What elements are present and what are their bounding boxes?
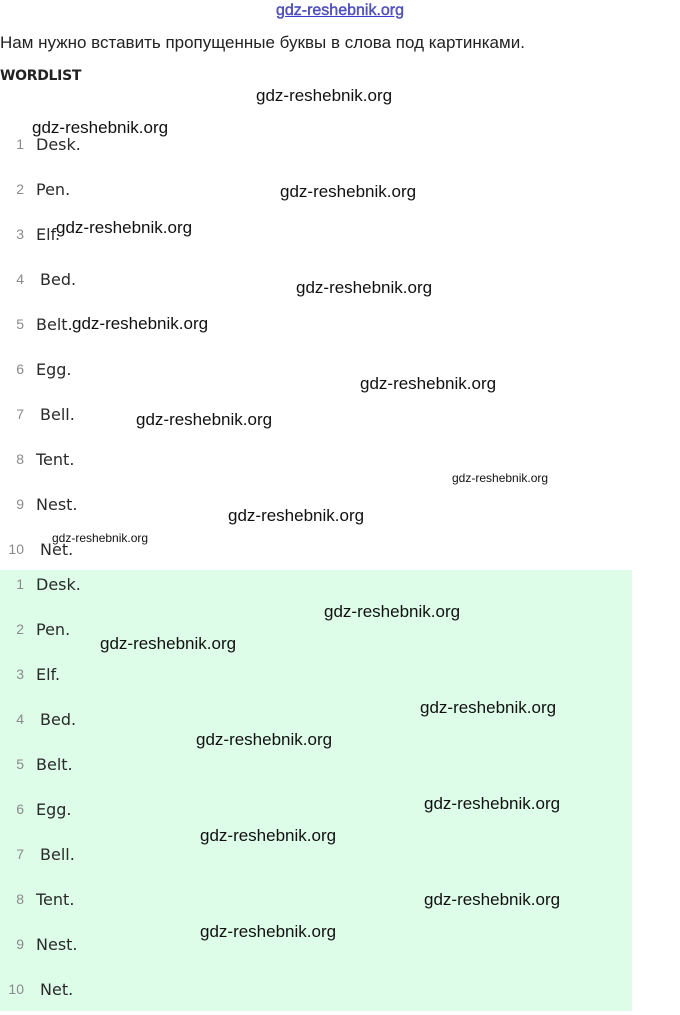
watermark: gdz-reshebnik.org [32,118,169,137]
item-number: 7 [16,846,24,862]
watermark: gdz-reshebnik.org [56,218,193,237]
item-number: 4 [16,711,24,727]
item-word: Bell. [40,845,75,864]
item-number: 8 [16,451,24,467]
item-word: Pen. [36,180,71,199]
item-number: 3 [16,666,24,682]
watermark: gdz-reshebnik.org [280,182,417,201]
watermark: gdz-reshebnik.org [196,730,333,749]
watermark: gdz-reshebnik.org [360,374,497,393]
site-header-link[interactable]: gdz-reshebnik.org [275,2,405,19]
item-word: Egg. [36,360,72,379]
item-number: 2 [16,181,24,197]
answer-block [0,570,632,1011]
watermark: gdz-reshebnik.org [452,471,549,485]
watermark: gdz-reshebnik.org [256,86,393,105]
watermark: gdz-reshebnik.org [52,531,149,545]
item-number: 2 [16,621,24,637]
item-number: 3 [16,226,24,242]
item-word: Bell. [40,405,75,424]
list-item [0,395,632,440]
item-number: 9 [16,496,24,512]
watermark: gdz-reshebnik.org [200,922,337,941]
item-word: Tent. [36,890,75,909]
item-word: Bed. [40,710,77,729]
watermark: gdz-reshebnik.org [424,794,561,813]
item-word: Elf. [36,665,61,684]
watermark: gdz-reshebnik.org [100,634,237,653]
item-word: Elf. [36,225,61,244]
task-instruction: Нам нужно вставить пропущенные буквы в слова под картинками. [0,33,525,52]
list-item [0,350,632,395]
item-number: 1 [16,576,24,592]
watermark: gdz-reshebnik.org [296,278,433,297]
item-number: 6 [16,801,24,817]
item-word: Desk. [36,575,81,594]
item-number: 10 [8,541,24,557]
wordlist-heading: WORDLIST [0,68,82,84]
watermark: gdz-reshebnik.org [420,698,557,717]
item-word: Tent. [36,450,75,469]
item-number: 8 [16,891,24,907]
watermark: gdz-reshebnik.org [72,314,209,333]
item-word: Net. [40,540,74,559]
item-word: Egg. [36,800,72,819]
item-number: 7 [16,406,24,422]
item-number: 6 [16,361,24,377]
item-number: 1 [16,136,24,152]
item-word: Belt. [36,755,73,774]
watermark: gdz-reshebnik.org [424,890,561,909]
watermark: gdz-reshebnik.org [136,410,273,429]
watermark: gdz-reshebnik.org [228,506,365,525]
item-word: Net. [40,980,74,999]
item-word: Belt. [36,315,73,334]
item-word: Bed. [40,270,77,289]
item-number: 4 [16,271,24,287]
item-number: 5 [16,316,24,332]
item-word: Desk. [36,135,81,154]
watermark: gdz-reshebnik.org [324,602,461,621]
item-word: Pen. [36,620,71,639]
item-number: 10 [8,981,24,997]
item-word: Nest. [36,935,78,954]
watermark: gdz-reshebnik.org [200,826,337,845]
item-number: 9 [16,936,24,952]
item-number: 5 [16,756,24,772]
item-word: Nest. [36,495,78,514]
